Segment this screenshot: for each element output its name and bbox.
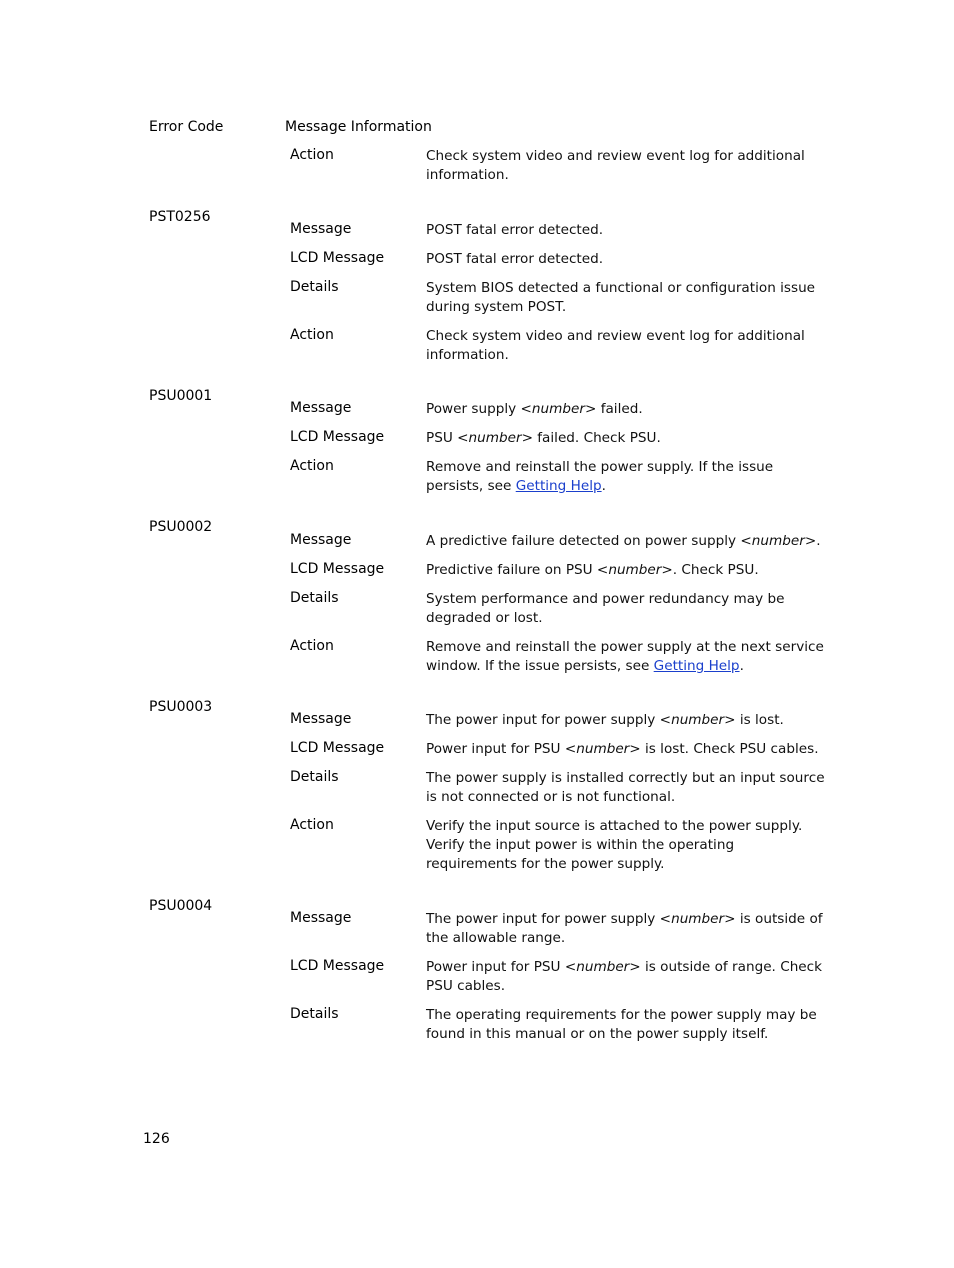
row-label: Message	[290, 221, 352, 237]
value-text: > is outside of the allowable range.	[426, 911, 823, 946]
error-code: PSU0003	[149, 699, 213, 715]
placeholder-variable: number	[751, 533, 805, 549]
value-text: > is lost.	[724, 712, 784, 728]
row-label: LCD Message	[290, 740, 385, 756]
row-label: Action	[290, 817, 334, 833]
placeholder-variable: number	[671, 712, 725, 728]
error-code-column-header: Error Code	[149, 119, 224, 135]
getting-help-link[interactable]: Getting Help	[653, 658, 740, 674]
message-information-column-header: Message Information	[285, 119, 432, 135]
value-text: POST fatal error detected.	[426, 251, 604, 267]
placeholder-variable: number	[468, 430, 522, 446]
value-text: The operating requirements for the power supply may be found in this manual or on the power supply itself.	[426, 1007, 817, 1042]
value-text: Remove and reinstall the power supply at the next service window. If the issue persists, see	[426, 639, 824, 674]
row-value	[426, 638, 828, 676]
row-label: Action	[290, 147, 334, 163]
error-code: PSU0004	[149, 898, 213, 914]
row-value	[426, 327, 828, 365]
error-code: PST0256	[149, 209, 211, 225]
row-label: Message	[290, 532, 352, 548]
row-label: Details	[290, 1006, 339, 1022]
row-label: Action	[290, 638, 334, 654]
row-label: Message	[290, 400, 352, 416]
value-text: > failed.	[584, 401, 643, 417]
value-text: Remove and reinstall the power supply. If the issue persists, see	[426, 459, 774, 494]
placeholder-variable: number	[576, 741, 630, 757]
value-text: > failed. Check PSU.	[521, 430, 661, 446]
value-text: The power input for power supply <	[426, 911, 672, 927]
placeholder-variable: number	[576, 959, 630, 975]
value-text: System BIOS detected a functional or configuration issue during system POST.	[426, 280, 816, 315]
row-label: LCD Message	[290, 958, 385, 974]
row-label: Message	[290, 910, 352, 926]
row-value	[426, 400, 828, 419]
value-text: PSU <	[426, 430, 469, 446]
value-text: POST fatal error detected.	[426, 222, 604, 238]
value-text: The power input for power supply <	[426, 712, 672, 728]
value-text: A predictive failure detected on power supply <	[426, 533, 752, 549]
table-header	[149, 119, 829, 139]
placeholder-variable: number	[671, 911, 725, 927]
row-value	[426, 250, 828, 269]
row-value	[426, 711, 828, 730]
row-value	[426, 590, 828, 628]
placeholder-variable: number	[608, 562, 662, 578]
getting-help-link[interactable]: Getting Help	[515, 478, 602, 494]
row-label: Message	[290, 711, 352, 727]
value-text: Power supply <	[426, 401, 532, 417]
value-text: Power input for PSU <	[426, 741, 577, 757]
row-value	[426, 958, 828, 996]
row-value	[426, 221, 828, 240]
value-text: .	[739, 658, 744, 674]
value-text: Power input for PSU <	[426, 959, 577, 975]
value-text: Predictive failure on PSU <	[426, 562, 609, 578]
row-value	[426, 910, 828, 948]
row-value: Check system video and review event log for additional information.	[426, 148, 805, 183]
row-label: Details	[290, 590, 339, 606]
value-text: The power supply is installed correctly but an input source is not connected or is not functional.	[426, 770, 825, 805]
value-text: > is outside of range. Check PSU cables.	[426, 959, 823, 994]
error-code: PSU0002	[149, 519, 213, 535]
row-value	[426, 769, 828, 807]
row-label: Details	[290, 769, 339, 785]
row-label: LCD Message	[290, 561, 385, 577]
value-text: .	[601, 478, 606, 494]
row-value	[426, 561, 828, 580]
row-label: LCD Message	[290, 250, 385, 266]
placeholder-variable: number	[531, 401, 585, 417]
row-value	[426, 1006, 828, 1044]
error-code: PSU0001	[149, 388, 213, 404]
value-text: Check system video and review event log for additional information.	[426, 328, 805, 363]
row-label: LCD Message	[290, 429, 385, 445]
value-text: >. Check PSU.	[661, 562, 759, 578]
row-label: Details	[290, 279, 339, 295]
row-value	[426, 458, 828, 496]
value-text: >.	[804, 533, 821, 549]
row-value	[426, 817, 828, 874]
value-text: > is lost. Check PSU cables.	[629, 741, 819, 757]
page-number: 126	[143, 1131, 170, 1147]
row-label: Action	[290, 458, 334, 474]
value-text: Verify the input source is attached to the power supply. Verify the input power is within the operating requirements for the power supply.	[426, 818, 803, 872]
row-value	[426, 532, 828, 551]
value-text: System performance and power redundancy may be degraded or lost.	[426, 591, 785, 626]
row-value	[426, 429, 828, 448]
row-label: Action	[290, 327, 334, 343]
row-value	[426, 740, 828, 759]
row-value	[426, 279, 828, 317]
